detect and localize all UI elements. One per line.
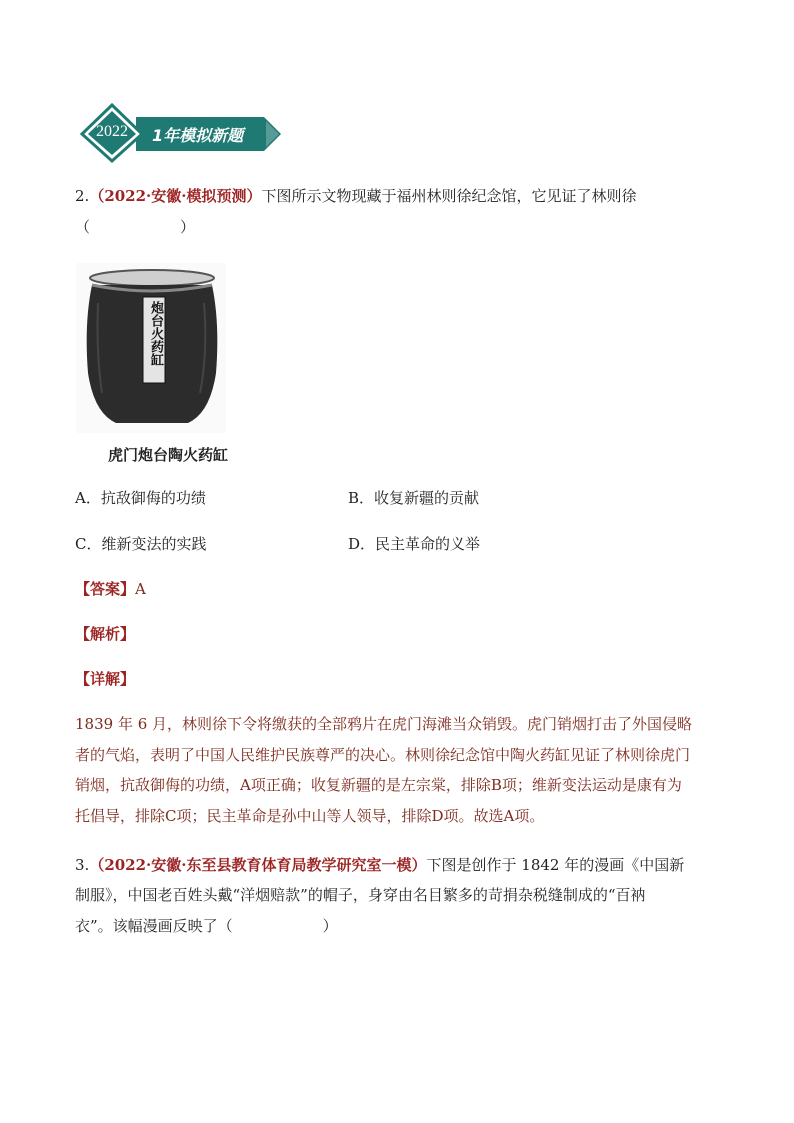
question-source: （2022·安徽·东至县教育体育局教学研究室一模） [89, 856, 427, 874]
option-c: C．维新变法的实践 [75, 535, 207, 553]
answer-value: A [135, 580, 146, 598]
detail-line: 销烟，抗敌御侮的功绩，A项正确；收复新疆的是左宗棠，排除B项；维新变法运动是康有为 [75, 776, 682, 794]
banner-year: 2022 [96, 123, 128, 140]
question-text: 下图是创作于 1842 年的漫画《中国新 [426, 856, 685, 874]
detail-line: 者的气焰，表明了中国人民维护民族尊严的决心。林则徐纪念馆中陶火药缸见证了林则徐虎门 [75, 745, 691, 764]
analysis-label: 【解析】 [75, 625, 136, 643]
answer-blank: （ ） [75, 218, 196, 236]
jar-label-text: 炮台火药缸 [148, 301, 163, 366]
figure-caption: 虎门炮台陶火药缸 [108, 446, 229, 464]
question-number: 3. [75, 856, 90, 874]
question-3-line-3: 衣”。该幅漫画反映了（ ） [75, 917, 338, 935]
answer-label: 【答案】 [75, 580, 136, 598]
answer-line [75, 579, 146, 599]
detail-line: 1839 年 6 月，林则徐下令将缴获的全部鸦片在虎门海滩当众销毁。虎门销烟打击了外国侵略 [75, 715, 693, 733]
question-2-stem [75, 186, 637, 206]
detail-explanation [75, 709, 725, 831]
detail-line: 托倡导，排除C项；民主革命是孙中山等人领导，排除D项。故选A项。 [75, 806, 545, 825]
section-banner [76, 103, 286, 163]
question-number: 2. [75, 187, 90, 205]
question-source: （2022·安徽·模拟预测） [89, 187, 262, 205]
question-3-line-2: 制服》，中国老百姓头戴“洋烟赔款”的帽子，身穿由名目繁多的苛捐杂税缝制成的“百衲 [75, 886, 646, 904]
option-b: B．收复新疆的贡献 [348, 489, 480, 507]
question-text: 下图所示文物现藏于福州林则徐纪念馆，它见证了林则徐 [261, 187, 637, 205]
option-a: A．抗敌御侮的功绩 [75, 489, 206, 507]
question-3-stem [75, 855, 684, 875]
detail-label: 【详解】 [75, 670, 136, 688]
option-d: D．民主革命的义举 [348, 535, 481, 553]
banner-title: 1年模拟新题 [152, 126, 244, 145]
jar-figure [76, 263, 226, 433]
